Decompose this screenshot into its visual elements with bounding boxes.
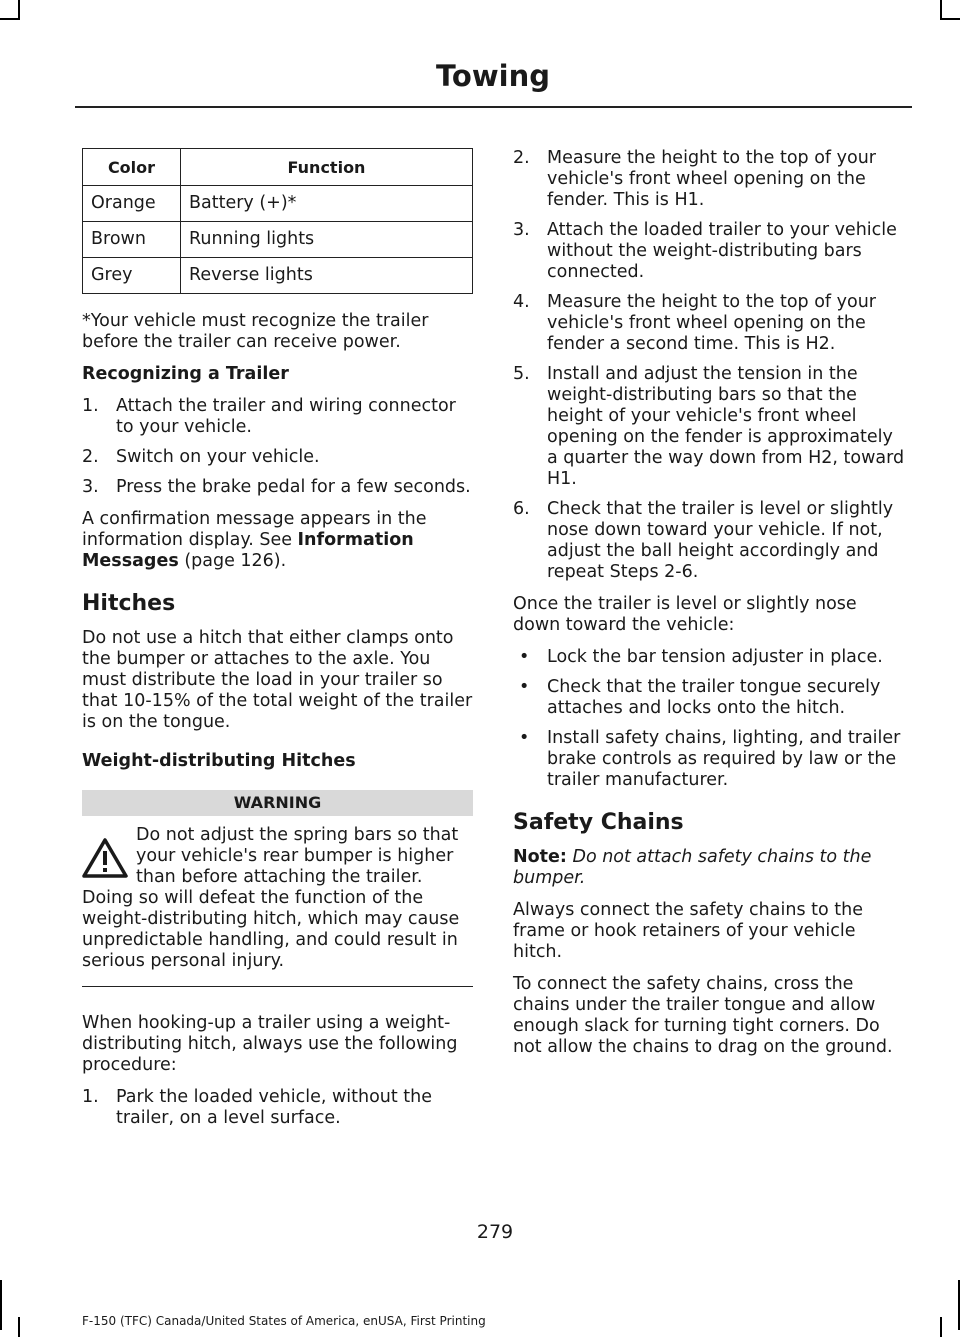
recognizing-heading: Recognizing a Trailer (82, 364, 289, 384)
crop-mark (940, 1317, 942, 1337)
crop-mark (958, 1280, 960, 1330)
hitches-heading: Hitches (82, 591, 176, 616)
step-text: Switch on your vehicle. (116, 447, 320, 467)
crop-mark (18, 0, 20, 20)
step-text: Attach the trailer and wiring connector to your vehicle. (116, 396, 456, 437)
information-messages-link[interactable]: Information Messages (82, 530, 414, 571)
right-column (513, 148, 908, 1069)
confirmation-pre: A confirmation message appears in the information display. See (82, 509, 427, 550)
table-header-function: Function (181, 149, 473, 186)
table-cell-color: Brown (83, 222, 181, 258)
confirmation-post: (page 126). (178, 551, 287, 571)
step-text: Install and adjust the tension in the weight-distributing bars so that the height of your vehicle's front wheel opening on the fender is approximately a quarter the way down from H2, toward H1. (547, 364, 905, 489)
step-text: Press the brake pedal for a few seconds. (116, 477, 471, 497)
wiring-table (82, 148, 473, 294)
list-item: 6. Check that the trailer is level or slightly nose down toward your vehicle. If not, adjust the ball height accordingly and repeat Steps 2-6. (513, 499, 894, 582)
confirmation-text (82, 509, 473, 572)
wd-hitches-heading: Weight-distributing Hitches (82, 751, 356, 771)
procedure-intro: When hooking-up a trailer using a weight-distributing hitch, always use the following procedure: (82, 1013, 458, 1075)
chains-paragraph-2: To connect the safety chains, cross the chains under the trailer tongue and allow enough slack for turning tight corners. Do not allow the chains to drag on the ground. (513, 974, 893, 1057)
safety-note (513, 847, 908, 889)
left-column (82, 148, 473, 1140)
table-row (83, 222, 473, 258)
list-item: 1. Attach the trailer and wiring connector to your vehicle. (82, 396, 456, 437)
table-cell-function: Running lights (181, 222, 473, 258)
step-text: Park the loaded vehicle, without the trailer, on a level surface. (116, 1087, 433, 1128)
step-text: Check that the trailer is level or slightly nose down toward your vehicle. If not, adjust the ball height accordingly and repeat Steps 2-6. (547, 499, 894, 582)
step-text: Measure the height to the top of your vehicle's front wheel opening on the fender. This is H1. (547, 148, 876, 210)
list-item: 5. Install and adjust the tension in the weight-distributing bars so that the height of your vehicle's front wheel opening on the fender is approximately a quarter the way down from H2, toward H1. (513, 364, 905, 489)
note-label: Note: (513, 847, 567, 867)
recognizing-steps (82, 396, 473, 498)
crop-mark (0, 1280, 2, 1330)
hitches-text: Do not use a hitch that either clamps onto the bumper or attaches to the axle. You must distribute the load in your trailer so that 10-15% of the total weight of the trailer is on the tongue. (82, 628, 473, 732)
table-cell-color: Orange (83, 186, 181, 222)
table-cell-function: Battery (+)* (181, 186, 473, 222)
list-item: 3. Press the brake pedal for a few seconds. (82, 477, 471, 497)
list-item: 2. Measure the height to the top of your vehicle's front wheel opening on the fender. This is H1. (513, 148, 876, 210)
note-text: Do not attach safety chains to the bumper. (513, 847, 872, 888)
list-item: 1. Park the loaded vehicle, without the trailer, on a level surface. (82, 1087, 433, 1128)
procedure-steps-continued (513, 148, 908, 583)
crop-mark (940, 18, 960, 20)
power-note: *Your vehicle must recognize the trailer before the trailer can receive power. (82, 311, 429, 352)
warning-text: Do not adjust the spring bars so that your vehicle's rear bumper is higher than before attaching the trailer. Doing so will defeat the function of the weight-distributing hitch, which may cause unpredictable handling, and could result in serious personal injury. (82, 825, 460, 971)
bullet-text: Check that the trailer tongue securely attaches and locks onto the hitch. (547, 677, 881, 718)
warning-triangle-icon (82, 837, 128, 879)
page-title: Towing (436, 59, 550, 93)
list-item: • Install safety chains, lighting, and trailer brake controls as required by law or the trailer manufacturer. (519, 728, 901, 790)
table-header-color: Color (83, 149, 181, 186)
list-item: 2. Switch on your vehicle. (82, 447, 320, 467)
page-number: 279 (476, 1221, 514, 1243)
warning-label: WARNING (82, 790, 473, 816)
step-text: Attach the loaded trailer to your vehicle without the weight-distributing bars connected. (547, 220, 897, 282)
table-row (83, 258, 473, 294)
table-row (83, 186, 473, 222)
edition-footer: F-150 (TFC) Canada/United States of America, enUSA, First Printing (82, 1314, 486, 1328)
crop-mark (18, 1317, 20, 1337)
list-item: 3. Attach the loaded trailer to your vehicle without the weight-distributing bars connected. (513, 220, 897, 282)
safety-chains-heading: Safety Chains (513, 810, 684, 835)
bullet-text: Lock the bar tension adjuster in place. (547, 647, 883, 667)
header-rule (75, 106, 912, 108)
table-cell-function: Reverse lights (181, 258, 473, 294)
table-header-row (83, 149, 473, 186)
level-bullets (513, 647, 908, 791)
table-cell-color: Grey (83, 258, 181, 294)
level-intro: Once the trailer is level or slightly nose down toward the vehicle: (513, 594, 857, 635)
procedure-steps (82, 1087, 473, 1129)
list-item: • Lock the bar tension adjuster in place. (519, 647, 883, 667)
warning-box (82, 790, 473, 987)
crop-mark (0, 18, 20, 20)
step-text: Measure the height to the top of your vehicle's front wheel opening on the fender a second time. This is H2. (547, 292, 876, 354)
bullet-text: Install safety chains, lighting, and trailer brake controls as required by law or the trailer manufacturer. (547, 728, 901, 790)
list-item: • Check that the trailer tongue securely attaches and locks onto the hitch. (519, 677, 881, 718)
crop-mark (940, 0, 942, 20)
list-item: 4. Measure the height to the top of your vehicle's front wheel opening on the fender a second time. This is H2. (513, 292, 876, 354)
chains-paragraph-1: Always connect the safety chains to the frame or hook retainers of your vehicle hitch. (513, 900, 863, 962)
